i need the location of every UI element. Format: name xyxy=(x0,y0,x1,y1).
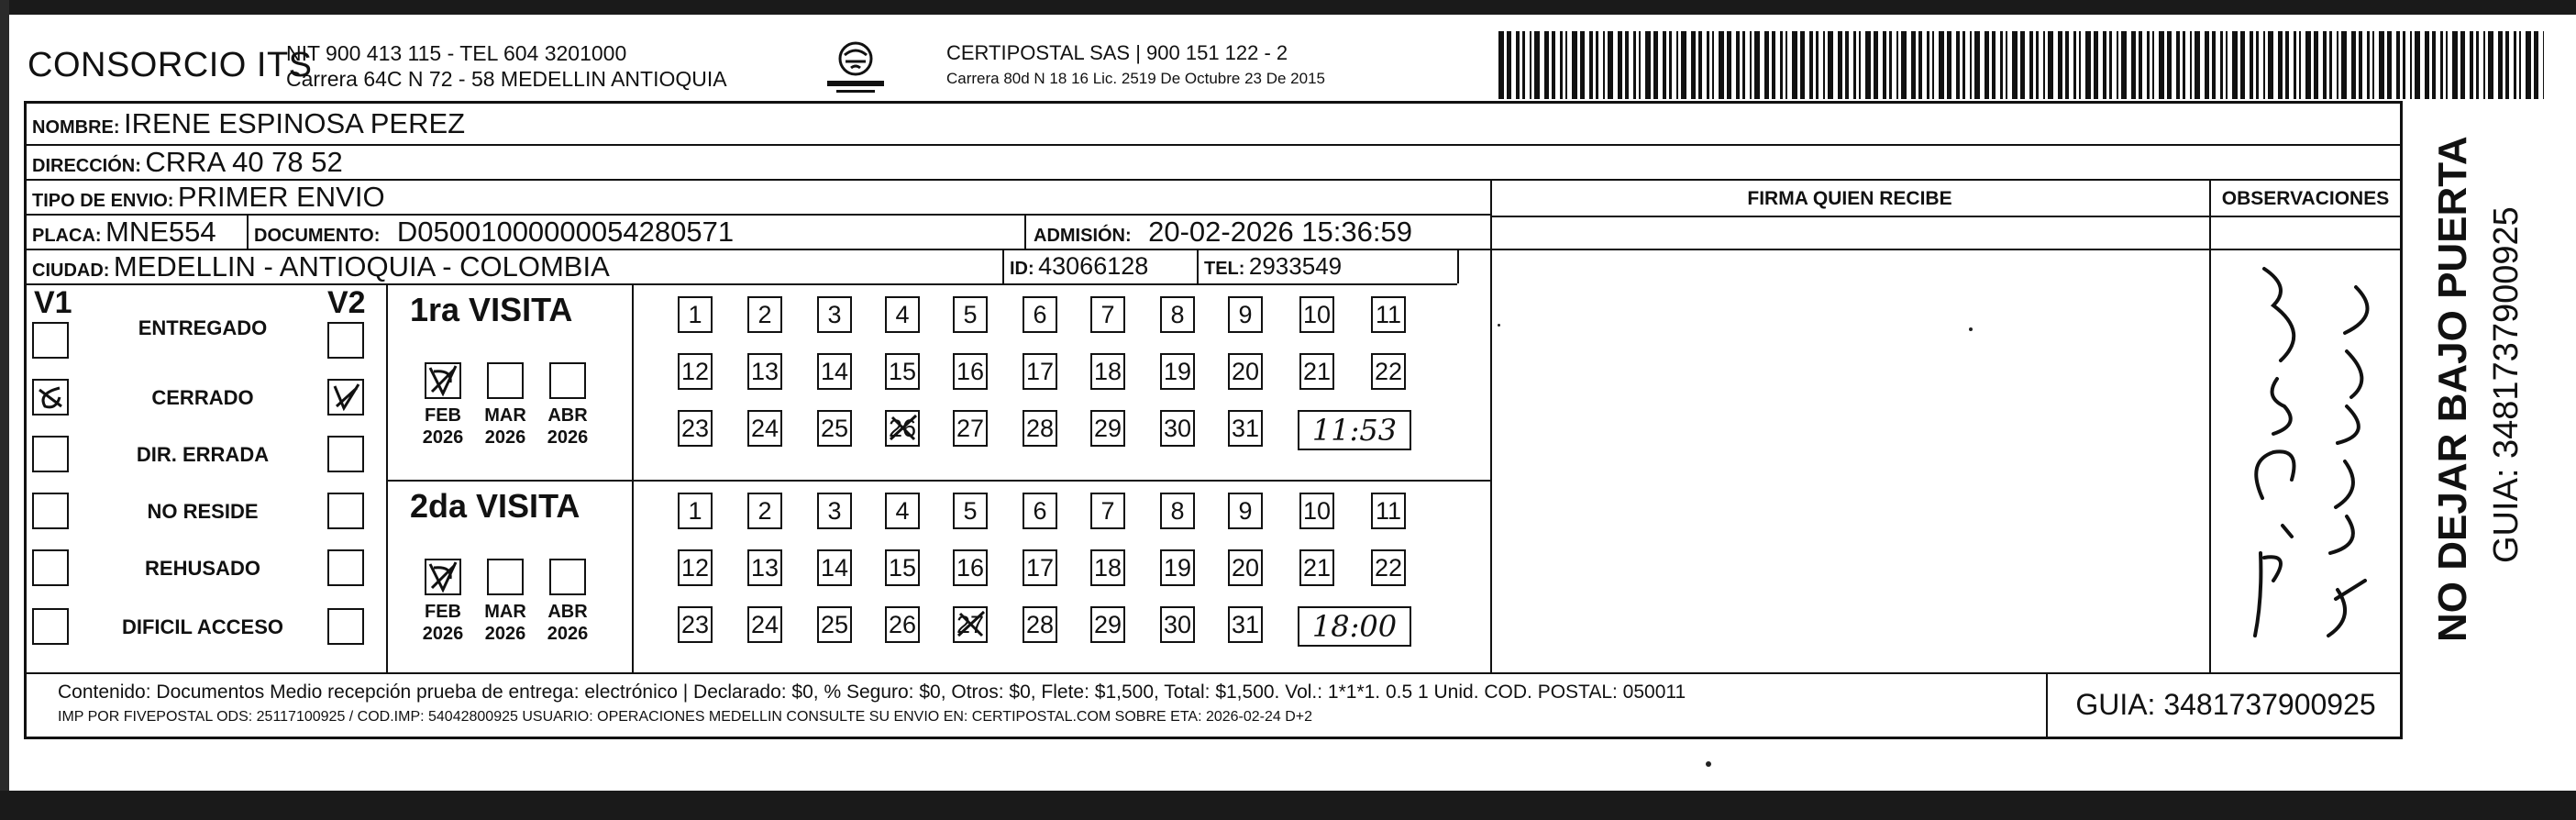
v1-checkbox[interactable] xyxy=(32,322,69,359)
scan-speck xyxy=(1969,327,1973,331)
day-number: 30 xyxy=(1163,611,1192,638)
day-box[interactable] xyxy=(1371,296,1406,333)
day-box[interactable] xyxy=(953,410,988,447)
day-box[interactable] xyxy=(817,296,852,333)
day-box[interactable] xyxy=(1023,296,1057,333)
scan-speck xyxy=(1706,761,1711,767)
day-number: 11 xyxy=(1375,301,1402,328)
day-box[interactable] xyxy=(1228,493,1263,529)
v1-checkbox[interactable] xyxy=(32,608,69,645)
v2-checkbox[interactable] xyxy=(327,493,364,529)
placa-field xyxy=(32,216,216,249)
scan-speck xyxy=(1498,324,1500,327)
month-label xyxy=(415,601,470,645)
month-checkbox[interactable] xyxy=(487,362,524,399)
v2-checkbox[interactable] xyxy=(327,549,364,586)
day-number: 7 xyxy=(1100,497,1115,525)
day-number: 24 xyxy=(750,611,779,638)
day-number: 15 xyxy=(888,554,917,582)
v1-checkbox[interactable] xyxy=(32,549,69,586)
day-box[interactable] xyxy=(1160,493,1195,529)
month-checkbox[interactable] xyxy=(425,362,461,399)
day-box[interactable] xyxy=(1023,410,1057,447)
brand-name: CONSORCIO ITS xyxy=(28,46,313,84)
day-box[interactable] xyxy=(678,296,713,333)
day-number: 23 xyxy=(680,415,710,442)
day-number: 4 xyxy=(895,497,910,525)
day-box[interactable] xyxy=(678,353,713,390)
contenido-line: Contenido: Documentos Medio recepción prueba de entrega: electrónico | Declarado: $0, % Seguro: $0, Otros: $0, Flete: $1,500, Total: $1,500. Vol.: 1*1*1. 0.5 1 Unid. COD. POSTAL: 050011 xyxy=(58,681,1686,703)
v2-checkbox[interactable] xyxy=(327,379,364,416)
impresion-line: IMP POR FIVEPOSTAL ODS: 25117100925 / COD.IMP: 54042800925 USUARIO: OPERACIONES MEDELLIN CONSULTE SU ENVIO EN: CERTIPOSTAL.COM SOBRE ETA: 2026-02-24 D+2 xyxy=(58,709,1313,725)
day-box[interactable] xyxy=(1023,353,1057,390)
month-checkbox[interactable] xyxy=(549,559,586,595)
day-number: 19 xyxy=(1163,554,1192,582)
guia-side: GUIA: 3481737900925 xyxy=(2487,206,2526,563)
day-box[interactable] xyxy=(817,353,852,390)
day-box[interactable] xyxy=(1228,410,1263,447)
ciudad-value: MEDELLIN - ANTIOQUIA - COLOMBIA xyxy=(113,250,610,283)
day-box[interactable] xyxy=(747,410,782,447)
day-box[interactable] xyxy=(1228,606,1263,643)
placa-value: MNE554 xyxy=(105,216,216,248)
courier-license: Carrera 80d N 18 16 Lic. 2519 De Octubre 23 De 2015 xyxy=(946,70,1325,87)
day-number: 28 xyxy=(1025,415,1055,442)
day-box[interactable] xyxy=(1299,353,1334,390)
courier-info xyxy=(946,40,1325,92)
month-year: 2026 xyxy=(547,624,589,644)
direccion-row xyxy=(32,146,343,179)
day-number: 6 xyxy=(1033,301,1047,328)
day-box[interactable] xyxy=(1299,549,1334,586)
month-checkbox[interactable] xyxy=(425,559,461,595)
day-box[interactable] xyxy=(953,493,988,529)
day-box[interactable] xyxy=(885,296,920,333)
second-visit-title: 2da VISITA xyxy=(410,487,580,525)
nombre-label: NOMBRE: xyxy=(32,117,120,138)
day-box[interactable] xyxy=(1023,493,1057,529)
month-name: FEB xyxy=(425,602,461,622)
status-label: REHUSADO xyxy=(145,557,260,580)
month-checkbox[interactable] xyxy=(487,559,524,595)
month-label xyxy=(478,601,533,645)
day-number: 28 xyxy=(1025,611,1055,638)
first-visit-title: 1ra VISITA xyxy=(410,291,573,328)
day-number: 1 xyxy=(688,301,702,328)
day-number: 27 xyxy=(956,415,985,442)
day-box[interactable] xyxy=(1090,549,1125,586)
month-label xyxy=(540,601,595,645)
placa-label: PLACA: xyxy=(32,226,102,246)
day-number: 30 xyxy=(1163,415,1192,442)
month-year: 2026 xyxy=(422,624,464,644)
status-label: NO RESIDE xyxy=(147,500,259,523)
day-number: 29 xyxy=(1093,415,1122,442)
barcode xyxy=(1498,31,2544,99)
day-box[interactable] xyxy=(885,549,920,586)
day-number: 13 xyxy=(750,554,779,582)
day-box[interactable] xyxy=(1090,296,1125,333)
company-address: Carrera 64C N 72 - 58 MEDELLIN ANTIOQUIA xyxy=(286,67,727,91)
day-number: 23 xyxy=(680,611,710,638)
month-year: 2026 xyxy=(484,624,526,644)
id-field xyxy=(1010,252,1148,281)
observaciones-handwriting xyxy=(2237,250,2393,668)
tel-value: 2933549 xyxy=(1248,252,1343,280)
day-box[interactable] xyxy=(678,549,713,586)
documento-field xyxy=(254,216,734,249)
day-number: 5 xyxy=(963,497,978,525)
day-box[interactable] xyxy=(1090,606,1125,643)
day-number: 16 xyxy=(956,554,985,582)
month-name: ABR xyxy=(547,405,588,426)
id-label: ID: xyxy=(1010,259,1034,279)
day-number: 26 xyxy=(888,611,917,638)
direccion-label: DIRECCIÓN: xyxy=(32,156,141,176)
admision-field xyxy=(1034,216,1412,249)
delivery-form xyxy=(24,101,2403,739)
v1-checkbox[interactable] xyxy=(32,379,69,416)
day-box[interactable] xyxy=(678,493,713,529)
day-box[interactable] xyxy=(1160,296,1195,333)
day-number: 31 xyxy=(1231,611,1260,638)
day-box[interactable] xyxy=(953,353,988,390)
day-box[interactable] xyxy=(747,353,782,390)
month-name: ABR xyxy=(547,602,588,622)
nombre-row xyxy=(32,107,465,140)
day-number: 20 xyxy=(1231,358,1260,385)
day-box[interactable] xyxy=(885,606,920,643)
v2-header: V2 xyxy=(327,285,366,320)
month-year: 2026 xyxy=(484,427,526,448)
day-number: 1 xyxy=(688,497,702,525)
v2-checkbox[interactable] xyxy=(327,322,364,359)
ciudad-field xyxy=(32,250,610,283)
day-number: 3 xyxy=(827,497,842,525)
scan-left-edge xyxy=(0,0,9,820)
day-box[interactable] xyxy=(1160,549,1195,586)
day-box[interactable] xyxy=(747,296,782,333)
day-number: 2 xyxy=(757,497,772,525)
day-number: 27 xyxy=(956,611,985,638)
day-number: 8 xyxy=(1170,497,1185,525)
id-value: 43066128 xyxy=(1038,252,1149,280)
handwritten-time: 18:00 xyxy=(1298,606,1411,647)
day-box[interactable] xyxy=(1228,353,1263,390)
day-number: 4 xyxy=(895,301,910,328)
day-box[interactable] xyxy=(747,606,782,643)
day-number: 14 xyxy=(820,358,849,385)
day-number: 12 xyxy=(680,358,710,385)
month-year: 2026 xyxy=(422,427,464,448)
tipo-envio-value: PRIMER ENVIO xyxy=(177,181,385,213)
day-box[interactable] xyxy=(953,549,988,586)
day-number: 10 xyxy=(1302,301,1332,328)
day-box[interactable] xyxy=(885,493,920,529)
day-number: 17 xyxy=(1025,554,1055,582)
day-number: 9 xyxy=(1238,497,1253,525)
day-box[interactable] xyxy=(817,606,852,643)
company-info xyxy=(286,40,727,92)
tipo-envio-label: TIPO DE ENVIO: xyxy=(32,191,174,211)
day-box[interactable] xyxy=(1090,353,1125,390)
day-number: 21 xyxy=(1302,554,1332,582)
month-year: 2026 xyxy=(547,427,589,448)
v1-checkbox[interactable] xyxy=(32,493,69,529)
day-number: 31 xyxy=(1231,415,1260,442)
day-number: 9 xyxy=(1238,301,1253,328)
status-label: CERRADO xyxy=(151,386,254,409)
scan-top-edge xyxy=(0,0,2576,15)
day-number: 12 xyxy=(680,554,710,582)
day-box[interactable] xyxy=(1371,549,1406,586)
day-number: 25 xyxy=(820,611,849,638)
documento-label: DOCUMENTO: xyxy=(254,226,381,246)
status-label: ENTREGADO xyxy=(138,316,268,339)
day-number: 22 xyxy=(1374,554,1403,582)
v1-checkbox[interactable] xyxy=(32,436,69,472)
day-box[interactable] xyxy=(1023,606,1057,643)
day-box[interactable] xyxy=(1023,549,1057,586)
day-box[interactable] xyxy=(1371,353,1406,390)
day-number: 17 xyxy=(1025,358,1055,385)
day-number: 29 xyxy=(1093,611,1122,638)
v2-checkbox[interactable] xyxy=(327,608,364,645)
day-box[interactable] xyxy=(1228,549,1263,586)
day-number: 25 xyxy=(820,415,849,442)
day-box[interactable] xyxy=(817,410,852,447)
day-number: 26 xyxy=(888,415,917,442)
day-box[interactable] xyxy=(953,606,988,643)
day-box[interactable] xyxy=(1160,410,1195,447)
day-mark xyxy=(887,412,920,453)
day-number: 18 xyxy=(1093,358,1122,385)
month-name: MAR xyxy=(484,602,526,622)
direccion-value: CRRA 40 78 52 xyxy=(145,146,343,178)
day-box[interactable] xyxy=(1160,353,1195,390)
day-box[interactable] xyxy=(1090,493,1125,529)
day-box[interactable] xyxy=(1090,410,1125,447)
tipo-envio-row xyxy=(32,181,385,214)
day-box[interactable] xyxy=(817,493,852,529)
day-box[interactable] xyxy=(817,549,852,586)
day-box[interactable] xyxy=(1228,296,1263,333)
day-box[interactable] xyxy=(678,410,713,447)
day-number: 5 xyxy=(963,301,978,328)
day-box[interactable] xyxy=(747,493,782,529)
handwritten-time: 11:53 xyxy=(1298,410,1411,450)
day-number: 13 xyxy=(750,358,779,385)
day-box[interactable] xyxy=(953,296,988,333)
day-box[interactable] xyxy=(1160,606,1195,643)
day-box[interactable] xyxy=(1299,296,1334,333)
day-number: 20 xyxy=(1231,554,1260,582)
day-mark xyxy=(955,608,988,649)
v1-header: V1 xyxy=(34,285,72,320)
day-number: 19 xyxy=(1163,358,1192,385)
month-label xyxy=(540,404,595,449)
day-number: 14 xyxy=(820,554,849,582)
v2-checkbox[interactable] xyxy=(327,436,364,472)
day-box[interactable] xyxy=(885,353,920,390)
tel-field xyxy=(1204,252,1342,281)
month-name: FEB xyxy=(425,405,461,426)
guia-footer: GUIA: 3481737900925 xyxy=(2046,672,2404,737)
month-label xyxy=(415,404,470,449)
day-number: 16 xyxy=(956,358,985,385)
day-number: 2 xyxy=(757,301,772,328)
month-label xyxy=(478,404,533,449)
ciudad-label: CIUDAD: xyxy=(32,260,110,281)
admision-label: ADMISIÓN: xyxy=(1034,226,1132,246)
day-box[interactable] xyxy=(885,410,920,447)
day-number: 6 xyxy=(1033,497,1047,525)
nombre-value: IRENE ESPINOSA PEREZ xyxy=(124,107,466,139)
certipostal-logo-icon xyxy=(814,37,897,99)
day-number: 10 xyxy=(1302,497,1332,525)
status-label: DIFICIL ACCESO xyxy=(121,615,283,638)
day-number: 7 xyxy=(1100,301,1115,328)
day-number: 11 xyxy=(1375,497,1402,525)
day-box[interactable] xyxy=(1371,493,1406,529)
day-box[interactable] xyxy=(1299,493,1334,529)
status-label: DIR. ERRADA xyxy=(136,443,270,466)
no-dejar-warning: NO DEJAR BAJO PUERTA xyxy=(2430,136,2475,642)
documento-value: D05001000000054280571 xyxy=(396,216,735,248)
tel-label: TEL: xyxy=(1204,259,1245,279)
month-checkbox[interactable] xyxy=(549,362,586,399)
admision-value: 20-02-2026 15:36:59 xyxy=(1148,216,1412,248)
day-number: 8 xyxy=(1170,301,1185,328)
month-name: MAR xyxy=(484,405,526,426)
day-box[interactable] xyxy=(678,606,713,643)
day-number: 21 xyxy=(1302,358,1332,385)
scan-bottom-edge xyxy=(0,791,2576,820)
day-number: 18 xyxy=(1093,554,1122,582)
day-number: 15 xyxy=(888,358,917,385)
day-box[interactable] xyxy=(747,549,782,586)
day-number: 24 xyxy=(750,415,779,442)
observaciones-header: OBSERVACIONES xyxy=(2221,188,2390,209)
company-nit: NIT 900 413 115 - TEL 604 3201000 xyxy=(286,41,627,65)
day-number: 22 xyxy=(1374,358,1403,385)
firma-header: FIRMA QUIEN RECIBE xyxy=(1747,188,1952,209)
day-number: 3 xyxy=(827,301,842,328)
courier-nit: CERTIPOSTAL SAS | 900 151 122 - 2 xyxy=(946,41,1288,64)
